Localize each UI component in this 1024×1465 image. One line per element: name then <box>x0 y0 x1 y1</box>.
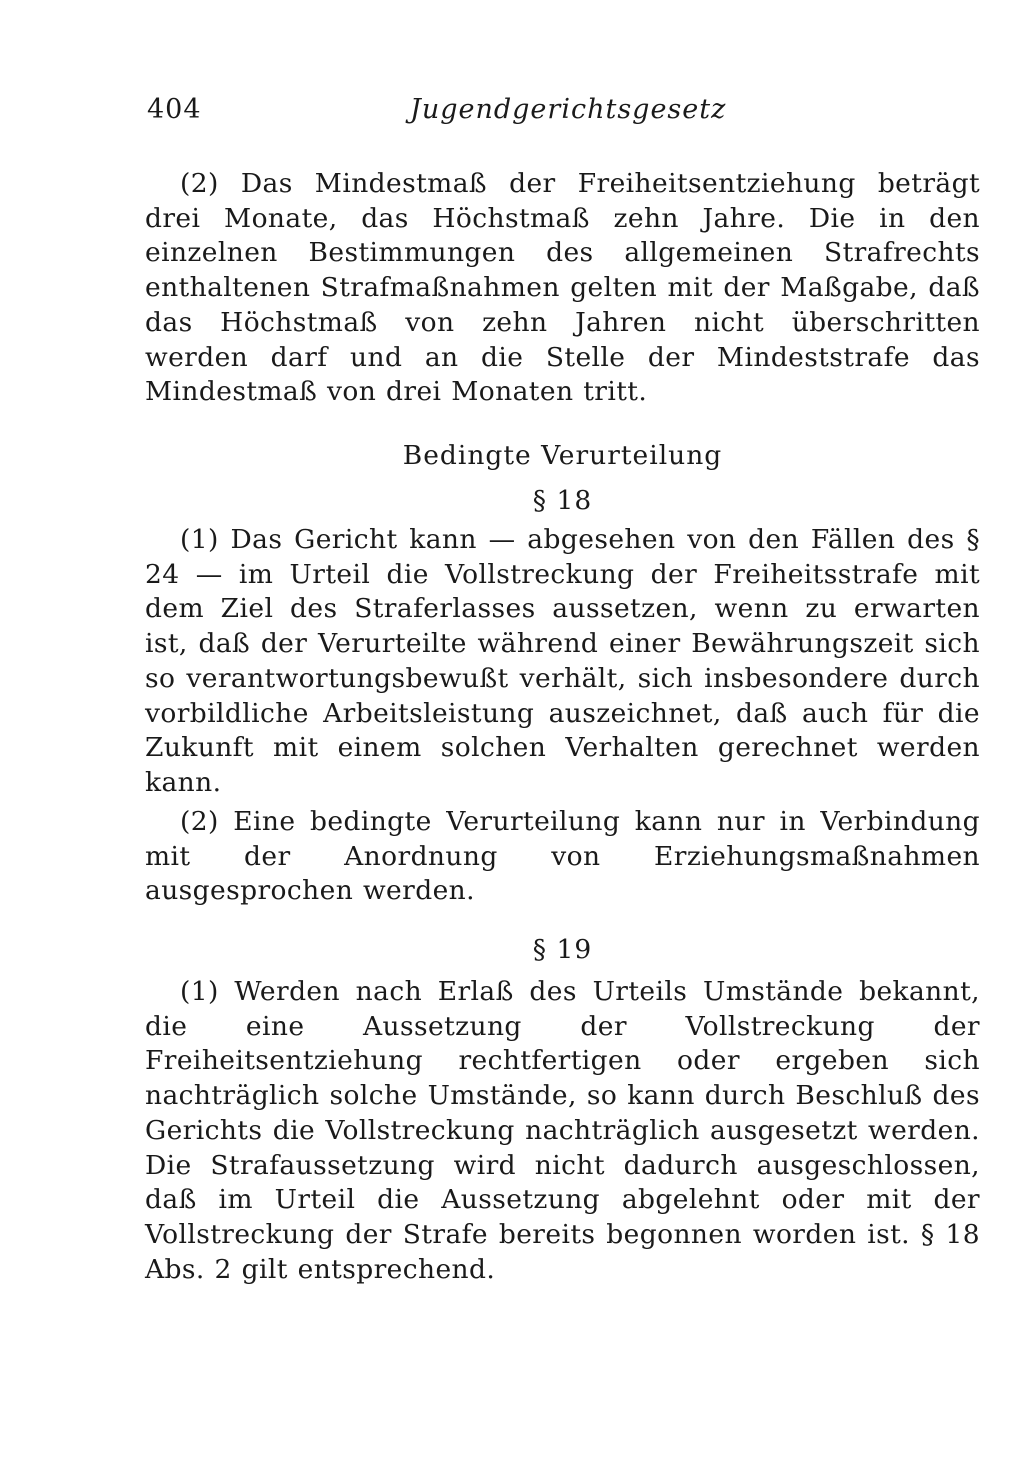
paragraph-text: (2) Eine bedingte Verurteilung kann nur in Verbindung mit der Anordnung von Erziehungsmaßnahmen ausgesprochen werden. <box>145 806 980 907</box>
page-header <box>145 94 980 138</box>
section-18-paragraph-1 <box>145 523 980 801</box>
section-number-19: § 19 <box>532 934 593 965</box>
page-number: 404 <box>147 94 202 125</box>
running-title: Jugendgerichtsgesetz <box>410 94 727 125</box>
section-title-bedingte-verurteilung: Bedingte Verurteilung <box>402 440 723 471</box>
section-19-paragraph-1 <box>145 975 980 1287</box>
section-18-paragraph-2 <box>145 805 980 909</box>
paragraph-text: (1) Das Gericht kann — abgesehen von den Fällen des § 24 — im Urteil die Vollstreckung der Freiheitsstrafe mit dem Ziel des Straferlasses aussetzen, wenn zu erwarten ist, daß der Verurteilte während einer Bewährungszeit sich so verantwortungsbewußt verhält, sich insbesondere durch vorbildliche Arbeitsleistung auszeichnet, daß auch für die Zukunft mit einem solchen Verhalten gerechnet werden kann. <box>145 524 980 798</box>
paragraph-text: (2) Das Mindestmaß der Freiheitsentziehung beträgt drei Monate, das Höchstmaß zehn Jahre. Die in den einzelnen Bestimmungen des allgemeinen Strafrechts enthaltenen Strafmaßnahmen gelten mit der Maßgabe, daß das Höchstmaß von zehn Jahren nicht überschritten werden darf und an die Stelle der Mindeststrafe das Mindestmaß von drei Monaten tritt. <box>145 168 980 408</box>
section-17-paragraph-2 <box>145 167 980 410</box>
paragraph-text: (1) Werden nach Erlaß des Urteils Umstände bekannt, die eine Aussetzung der Vollstreckung der Freiheitsentziehung rechtfertigen oder ergeben sich nachträglich solche Umstände, so kann durch Beschluß des Gerichts die Vollstreckung nachträglich ausgesetzt werden. Die Strafaussetzung wird nicht dadurch ausgeschlossen, daß im Urteil die Aussetzung abgelehnt oder mit der Vollstreckung der Strafe bereits begonnen worden ist. § 18 Abs. 2 gilt entsprechend. <box>145 976 980 1285</box>
section-number-18: § 18 <box>532 485 593 516</box>
